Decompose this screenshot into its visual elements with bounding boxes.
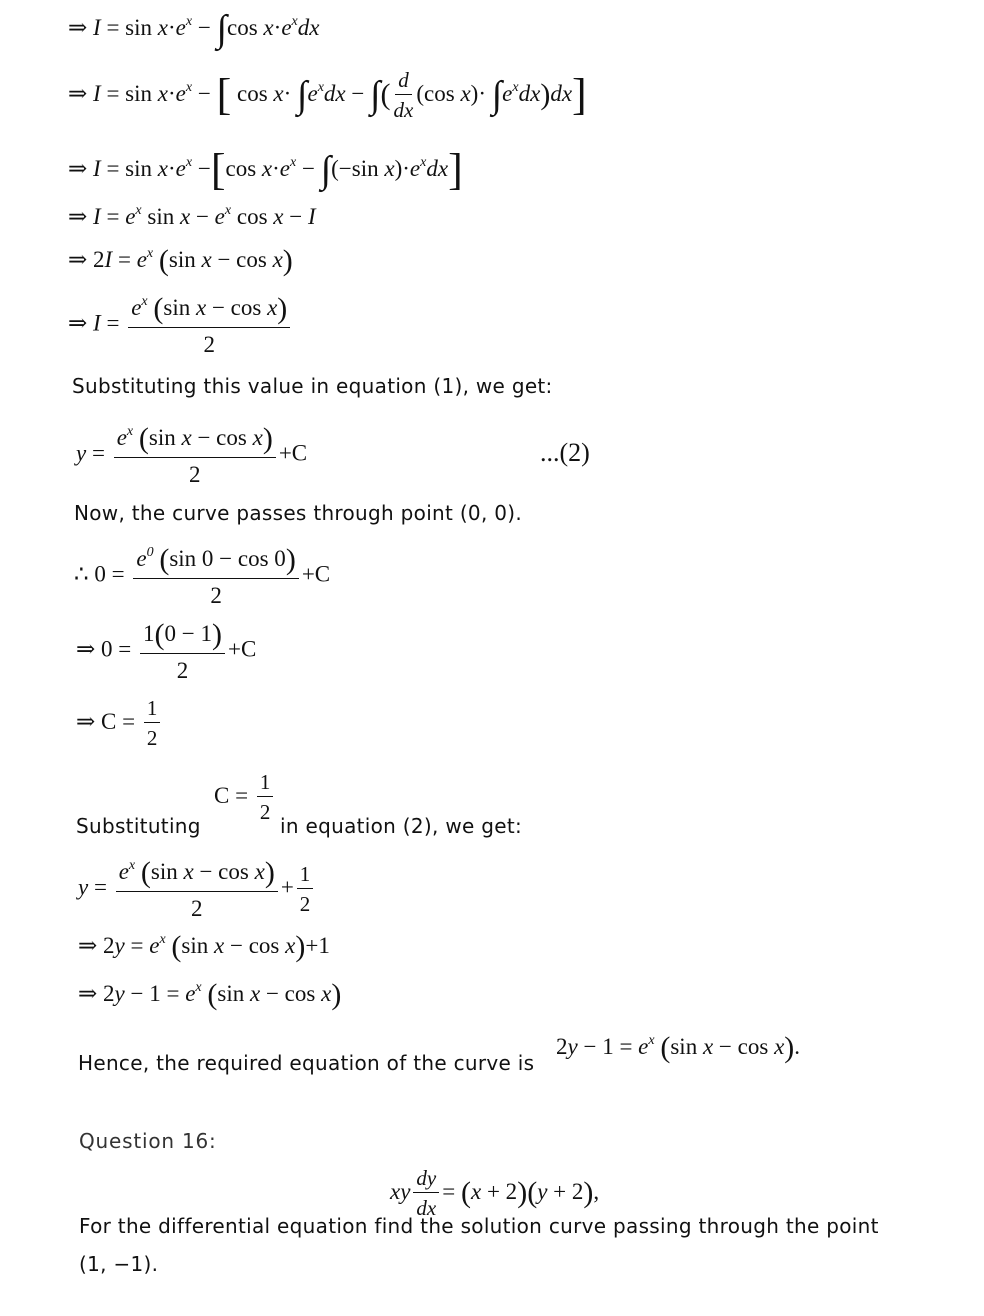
paragraph-substituting-2-end: in equation (2), we get: xyxy=(280,814,523,838)
equation-line-1: ⇒ $I = \sin x\cdot e^x - \int\cos$ $x\cdot e^xdx$ xyxy=(68,8,320,50)
paragraph-curve-passes: Now, the curve passes through point (0, 0). xyxy=(74,501,523,525)
equation-differential: xy $\frac{dy}{dx}$ = (x + 2)(y + 2), xyxy=(390,1166,600,1220)
paragraph-substituting-2-start: Substituting xyxy=(76,814,201,838)
equation-line-2: ⇒ $I = \sin x\cdot e^x$ − [ $\cos x\cdot \int e^xdx$ − ∫( $\frac{d}{dx}$ (cos $x)\cdot \int e^xdx)dx$] xyxy=(68,68,587,122)
equation-line-12: y = $\frac{e^x (\sin x - \cos x)}{2}$ + $\frac{1}{2}$ xyxy=(78,858,316,920)
equation-line-3: ⇒ $I = \sin x\cdot e^x -[\cos$ $x\cdot e^x - \int(-\sin$ $x)\cdot e^xdx$] xyxy=(68,145,463,194)
question-heading: Question 16: xyxy=(79,1129,217,1153)
question-text-line-1: For the differential equation find the solution curve passing through the point xyxy=(79,1214,879,1238)
equation-c-value: C = $\frac{1}{2}$ xyxy=(214,772,276,823)
question-text-line-2: (1, −1). xyxy=(79,1252,159,1276)
paragraph-substituting-1: Substituting this value in equation (1), we get: xyxy=(72,374,553,398)
equation-final: $2y - 1 = e^x$ (sin x − cos x). xyxy=(556,1031,801,1064)
equation-line-4: ⇒ $I = e^x$ $\sin x - e^x$ cos x − I xyxy=(68,203,316,229)
equation-line-10: ⇒ C = $\frac{1}{2}$ xyxy=(76,698,163,749)
equation-line-7: y = $\frac{e^x (\sin x - \cos x)}{2}$ +C xyxy=(76,422,308,487)
equation-line-13: ⇒ $2y = e^x$ (sin x − cos x)+1 xyxy=(78,930,330,963)
equation-line-8: ∴ 0 = $\frac{e^0 (\sin 0 - \cos 0)}{2}$ +C xyxy=(74,543,331,608)
equation-line-6: ⇒ I = $\frac{e^x (\sin x - \cos x)}{2}$ xyxy=(68,294,293,356)
equation-line-9: ⇒ 0 = $\frac{1(0 - 1)}{2}$ +C xyxy=(76,618,257,683)
equation-line-5: ⇒ $2I = e^x$ (sin x − cos x) xyxy=(68,244,293,277)
paragraph-conclusion: Hence, the required equation of the curve is xyxy=(78,1051,535,1075)
equation-line-14: ⇒ $2y - 1 = e^x$ (sin x − cos x) xyxy=(78,978,342,1011)
equation-tag-2: ...(2) xyxy=(540,438,590,467)
